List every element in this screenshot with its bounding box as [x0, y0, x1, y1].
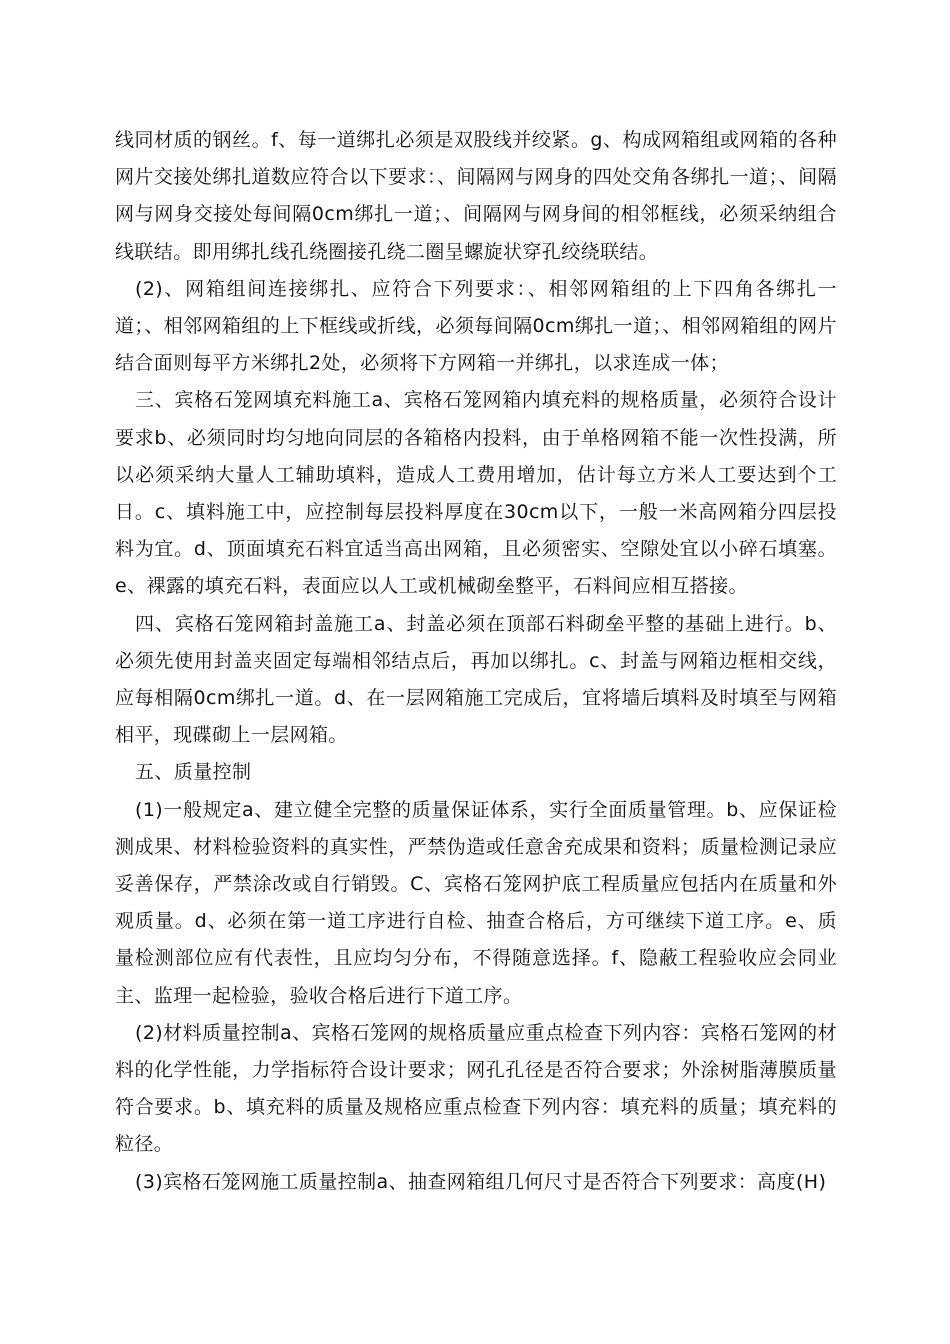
paragraph-box-cover-construction: 四、宾格石笼网箱封盖施工a、封盖必须在顶部石料砌垒平整的基础上进行。b、必须先使用封盖夹固定每端相邻结点后，再加以绑扎。c、封盖与网箱边框相交线，应每相隔0cm绑扎一道。d、在一层网箱施工完成后，宜将墙后填料及时填至与网箱相平，现碟砌上一层网箱。 — [115, 612, 837, 747]
section-heading-quality-control: 五、质量控制 — [135, 761, 252, 784]
paragraph-general-provisions: (1)一般规定a、建立健全完整的质量保证体系，实行全面质量管理。b、应保证检测成果、材料检验资料的真实性，严禁伪造或任意舍充成果和资料；质量检测记录应妥善保存，严禁涂改或自行销毁。C、宾格石笼网护底工程质量应包括内在质量和外观质量。d、必须在第一道工序进行自检、抽查合格后，方可继续下道工序。e、质量检测部位应有代表性，且应均匀分布，不得随意选择。f、隐蔽工程验收应会同业主、监理一起检验，验收合格后进行下道工序。 — [115, 798, 837, 1007]
paragraph-box-group-binding: (2)、网箱组间连接绑扎、应符合下列要求：、相邻网箱组的上下四角各绑扎一道；、相邻网箱组的上下框线或折线，必须每间隔0cm绑扎一道；、相邻网箱组的网片结合面则每平方米绑扎2处，必须将下方网箱一并绑扎，以求连成一体； — [115, 277, 837, 375]
paragraph-construction-quality-control: (3)宾格石笼网施工质量控制a、抽查网箱组几何尺寸是否符合下列要求：高度(H) — [135, 1170, 827, 1193]
paragraph-fill-material-construction: 三、宾格石笼网填充料施工a、宾格石笼网箱内填充料的规格质量，必须符合设计要求b、必须同时均匀地向同层的各箱格内投料，由于单格网箱不能一次性投满，所以必须采纳大量人工辅助填料，造成人工费用增加，估计每立方米人工要达到个工日。c、填料施工中，应控制每层投料厚度在30cm以下，一般一米高网箱分四层投料为宜。d、顶面填充石料宜适当高出网箱，且必须密实、空隙处宜以小碎石填塞。e、裸露的填充石料，表面应以人工或机械砌垒整平，石料间应相互搭接。 — [115, 389, 837, 598]
paragraph-material-quality-control: (2)材料质量控制a、宾格石笼网的规格质量应重点检查下列内容：宾格石笼网的材料的化学性能，力学指标符合设计要求；网孔孔径是否符合要求；外涂树脂薄膜质量符合要求。b、填充料的质量及规格应重点检查下列内容：填充料的质量；填充料的粒径。 — [115, 1021, 837, 1156]
paragraph-binding-continuation: 线同材质的钢丝。f、每一道绑扎必须是双股线并绞紧。g、构成网箱组或网箱的各种网片交接处绑扎道数应符合以下要求：、间隔网与网身的四处交角各绑扎一道；、间隔网与网身交接处每间隔0cm绑扎一道；、间隔网与网身间的相邻框线，必须采纳组合线联结。即用绑扎线孔绕圈接孔绕二圈呈螺旋状穿孔绞绕联结。 — [115, 129, 837, 263]
document-body — [115, 122, 837, 1201]
